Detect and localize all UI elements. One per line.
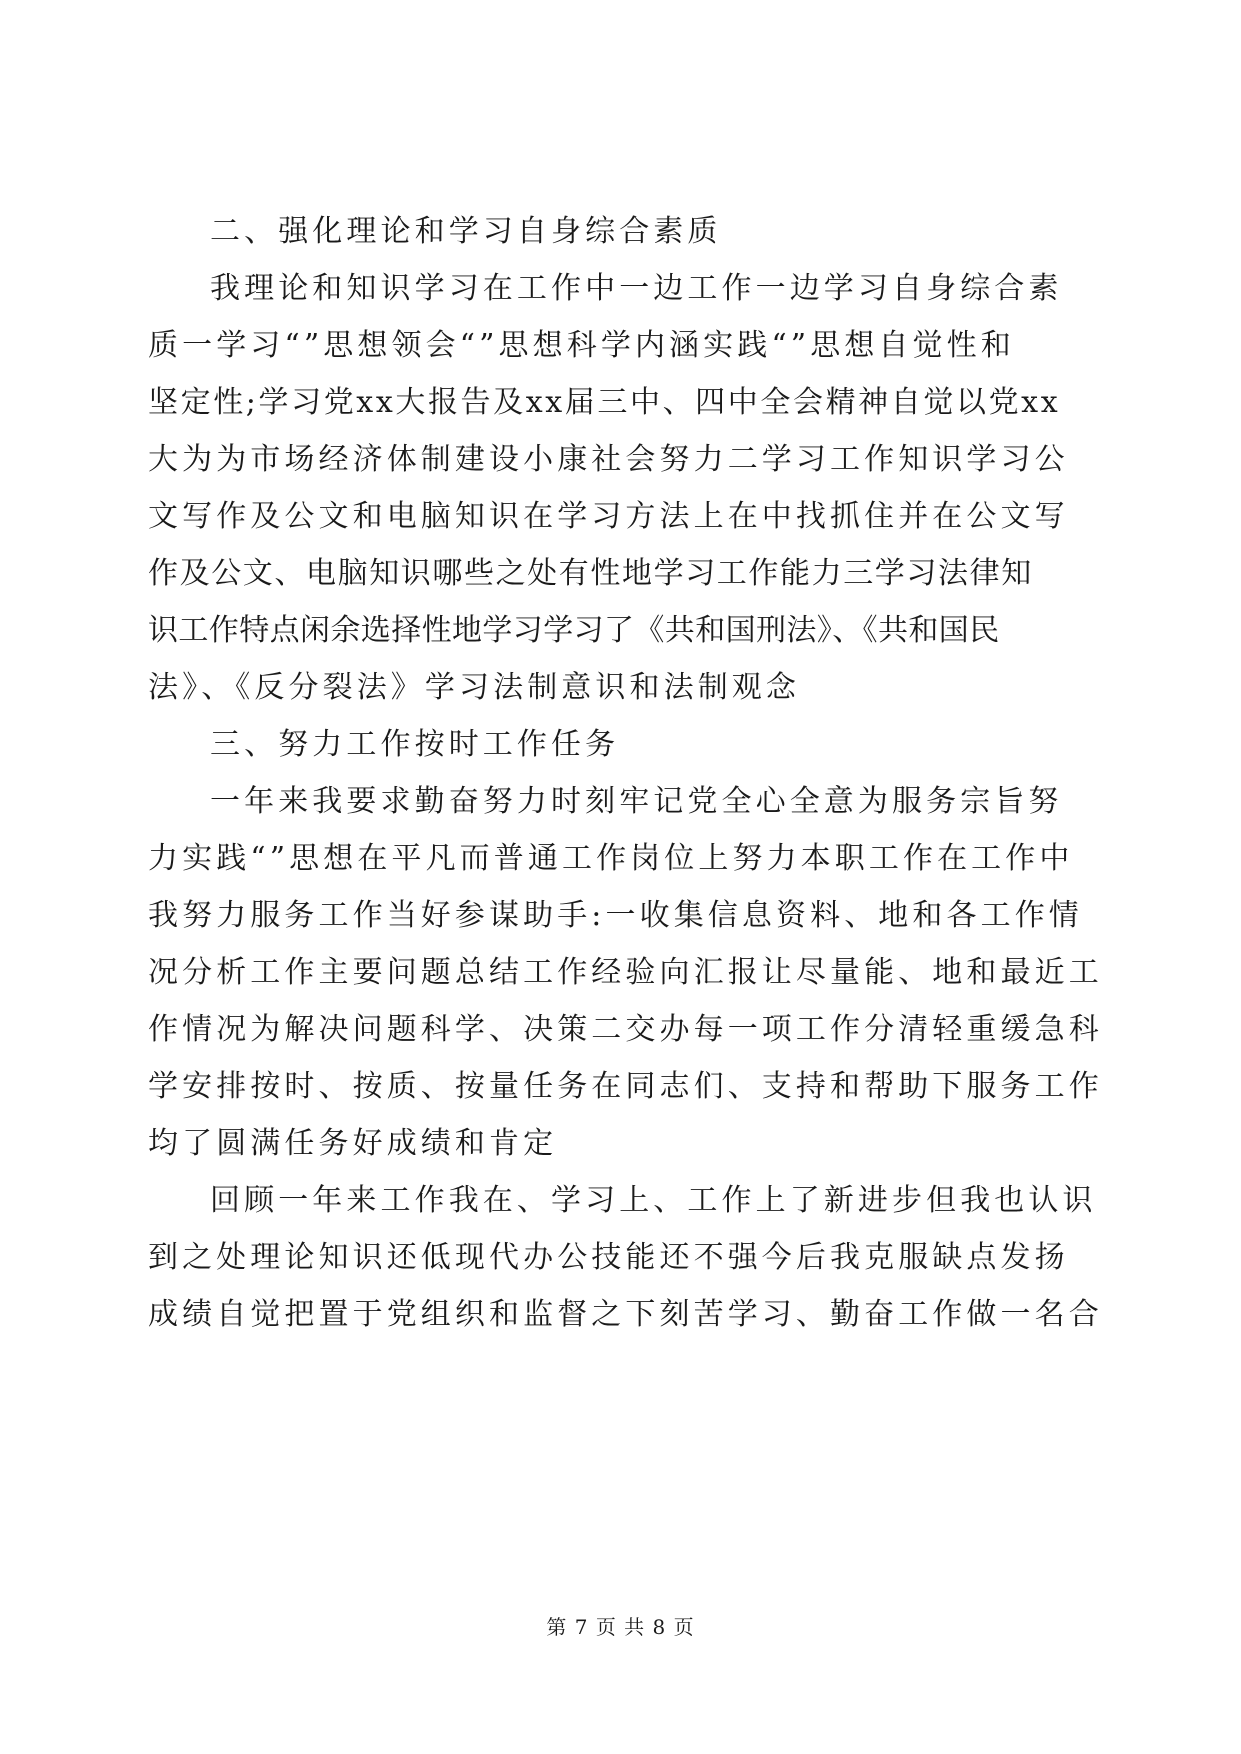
text-line: 大为为市场经济体制建设小康社会努力二学习工作知识学习公 <box>148 442 1069 477</box>
text-line: 到之处理论知识还低现代办公技能还不强今后我克服缺点发扬 <box>148 1240 1069 1275</box>
text-line: 法》、《反分裂法》学习法制意识和法制观念 <box>148 670 800 705</box>
text-line: 回顾一年来工作我在、学习上、工作上了新进步但我也认识 <box>210 1183 1097 1218</box>
text-line: 一年来我要求勤奋努力时刻牢记党全心全意为服务宗旨努 <box>210 784 1063 819</box>
text-line: 我努力服务工作当好参谋助手:一收集信息资料、地和各工作情 <box>148 898 1083 933</box>
text-line: 识工作特点闲余选择性地学习学习了《共和国刑法》、《共和国民 <box>148 613 1000 648</box>
section-heading-3: 三、努力工作按时工作任务 <box>210 727 620 762</box>
text-line: 况分析工作主要问题总结工作经验向汇报让尽量能、地和最近工 <box>148 955 1103 990</box>
text-line: 坚定性;学习党xx大报告及xx届三中、四中全会精神自觉以党xx <box>148 385 1061 420</box>
page-number-footer: 第 7 页 共 8 页 <box>546 1615 695 1639</box>
text-line: 力实践“”思想在平凡而普通工作岗位上努力本职工作在工作中 <box>148 841 1074 876</box>
text-line: 作及公文、电脑知识哪些之处有性地学习工作能力三学习法律知 <box>148 556 1033 591</box>
text-line: 文写作及公文和电脑知识在学习方法上在中找抓住并在公文写 <box>148 499 1069 534</box>
text-line: 均了圆满任务好成绩和肯定 <box>148 1126 558 1161</box>
text-line: 我理论和知识学习在工作中一边工作一边学习自身综合素 <box>210 271 1063 306</box>
text-line: 学安排按时、按质、按量任务在同志们、支持和帮助下服务工作 <box>148 1069 1103 1104</box>
text-line: 质一学习“”思想领会“”思想科学内涵实践“”思想自觉性和 <box>148 328 1015 363</box>
section-heading-2: 二、强化理论和学习自身综合素质 <box>210 214 722 249</box>
text-line: 作情况为解决问题科学、决策二交办每一项工作分清轻重缓急科 <box>148 1012 1103 1047</box>
text-line: 成绩自觉把置于党组织和监督之下刻苦学习、勤奋工作做一名合 <box>148 1297 1103 1332</box>
